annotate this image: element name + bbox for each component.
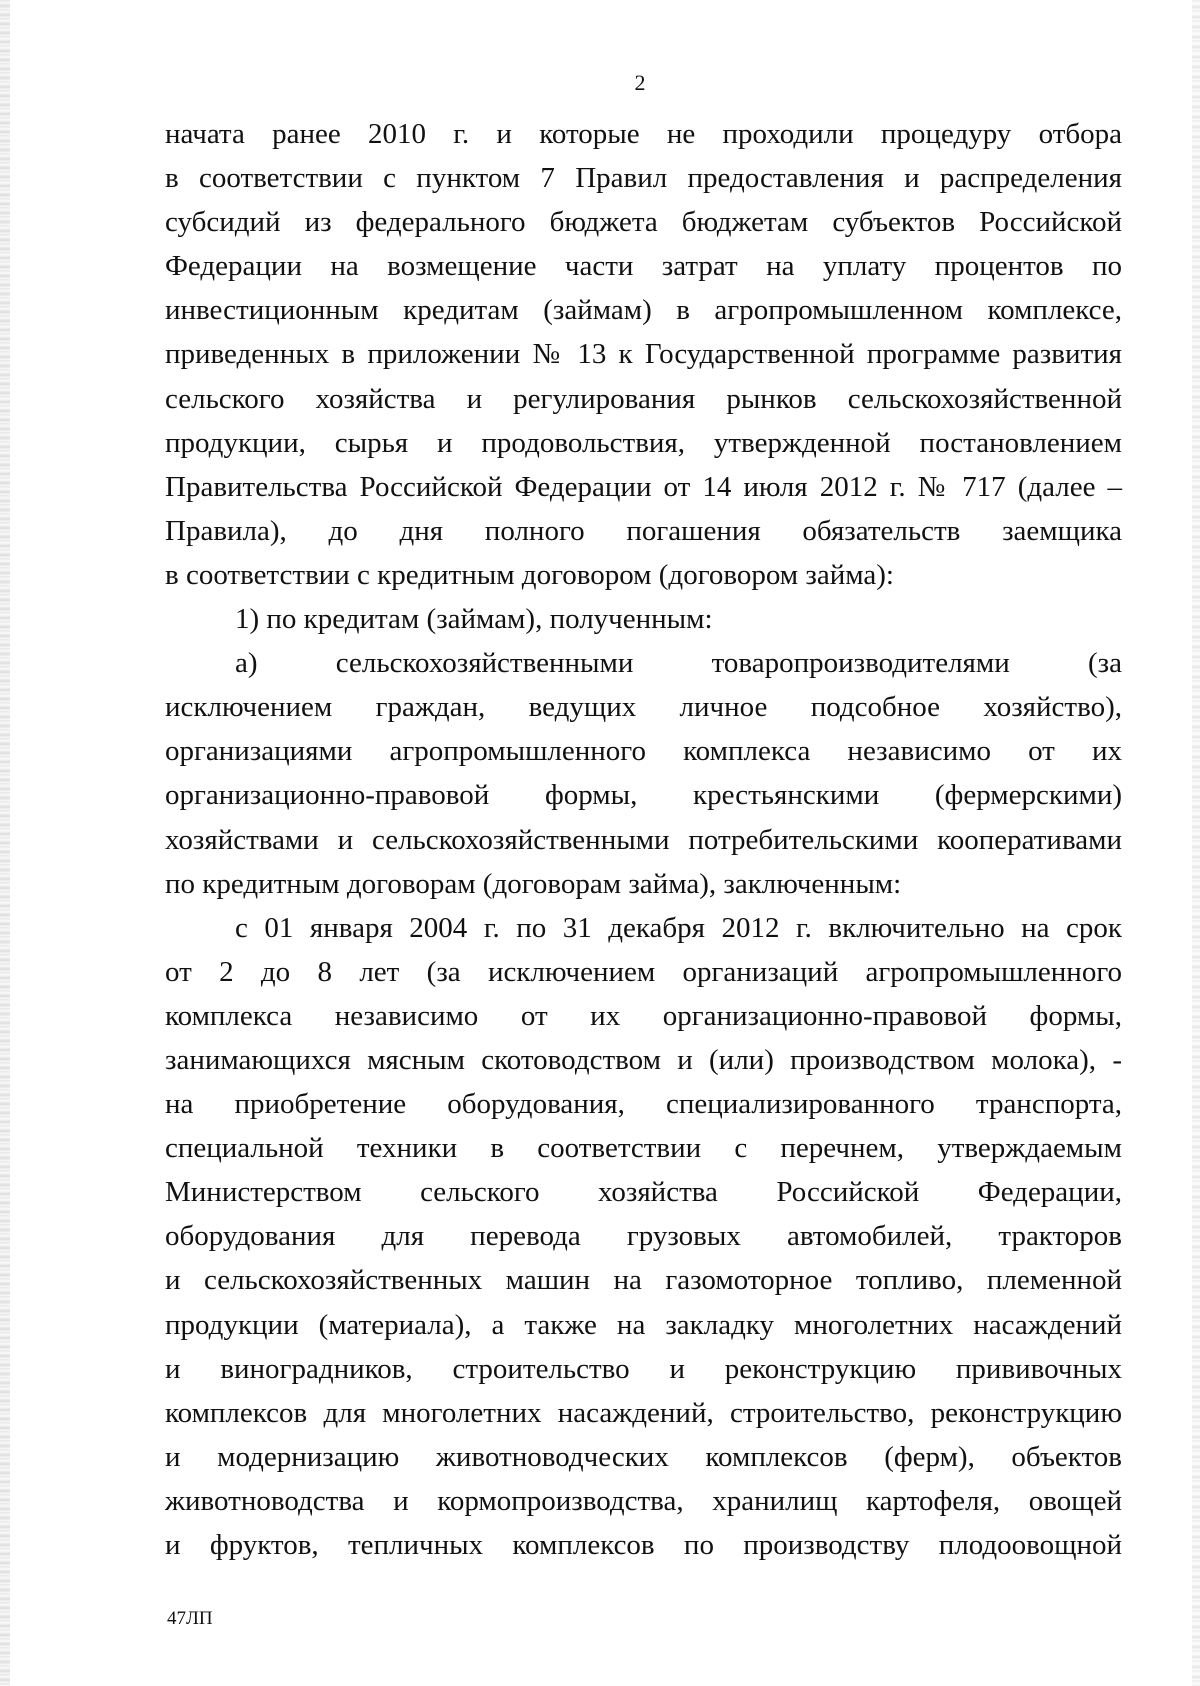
text-line: и модернизацию животноводческих комплексов (ферм), объектов — [165, 1440, 1122, 1473]
text-line: Федерации на возмещение части затрат на уплату процентов по — [165, 250, 1122, 283]
text-line: 1) по кредитам (займам), полученным: — [235, 603, 713, 636]
text-line: в соответствии с пунктом 7 Правил предоставления и распределения — [165, 162, 1122, 195]
text-line: продукции, сырья и продовольствия, утвержденной постановлением — [165, 426, 1122, 459]
text-line: приведенных в приложении № 13 к Государственной программе развития — [165, 338, 1122, 371]
text-line: Правила), до дня полного погашения обязательств заемщика — [165, 514, 1122, 547]
text-line: субсидий из федерального бюджета бюджетам субъектов Российской — [165, 206, 1122, 239]
scan-edge-left — [0, 0, 10, 1686]
document-body — [165, 112, 1122, 1567]
text-line: инвестиционным кредитам (займам) в агропромышленном комплексе, — [165, 294, 1122, 327]
text-line: Правительства Российской Федерации от 14 июля 2012 г. № 717 (далее – — [165, 470, 1122, 503]
text-line: от 2 до 8 лет (за исключением организаций агропромышленного — [165, 955, 1122, 988]
text-line: исключением граждан, ведущих личное подсобное хозяйство), — [165, 691, 1122, 724]
scan-edge-right — [1192, 0, 1200, 1686]
text-line: организациями агропромышленного комплекса независимо от их — [165, 735, 1122, 768]
text-line: сельского хозяйства и регулирования рынков сельскохозяйственной — [165, 382, 1122, 415]
text-line: начата ранее 2010 г. и которые не проходили процедуру отбора — [165, 118, 1122, 150]
text-line: в соответствии с кредитным договором (договором займа): — [165, 558, 894, 591]
text-line: Министерством сельского хозяйства Российской Федерации, — [165, 1176, 1122, 1209]
text-line: животноводства и кормопроизводства, хранилищ картофеля, овощей — [165, 1484, 1122, 1517]
text-line: комплекса независимо от их организационно-правовой формы, — [165, 999, 1122, 1032]
text-line: на приобретение оборудования, специализированного транспорта, — [165, 1088, 1122, 1121]
footer-code: 47ЛП — [167, 1608, 213, 1629]
text-line: комплексов для многолетних насаждений, строительство, реконструкцию — [165, 1396, 1122, 1429]
text-line: занимающихся мясным скотоводством и (или) производством молока), - — [165, 1043, 1122, 1076]
text-line: и фруктов, тепличных комплексов по производству плодоовощной — [165, 1529, 1122, 1561]
text-line: организационно-правовой формы, крестьянскими (фермерскими) — [165, 779, 1122, 812]
text-line: специальной техники в соответствии с перечнем, утверждаемым — [165, 1132, 1122, 1165]
text-line: хозяйствами и сельскохозяйственными потребительскими кооперативами — [165, 823, 1122, 856]
text-line: с 01 января 2004 г. по 31 декабря 2012 г. включительно на срок — [235, 911, 1122, 944]
page-number: 2 — [634, 70, 646, 95]
text-line: оборудования для перевода грузовых автомобилей, тракторов — [165, 1220, 1122, 1253]
text-line: и сельскохозяйственных машин на газомоторное топливо, племенной — [165, 1264, 1122, 1297]
text-line: а) сельскохозяйственными товаропроизводителями (за — [235, 647, 1122, 680]
text-line: по кредитным договорам (договорам займа), заключенным: — [165, 867, 902, 900]
text-line: и виноградников, строительство и реконструкцию прививочных — [165, 1352, 1122, 1385]
text-line: продукции (материала), а также на закладку многолетних насаждений — [165, 1308, 1122, 1341]
